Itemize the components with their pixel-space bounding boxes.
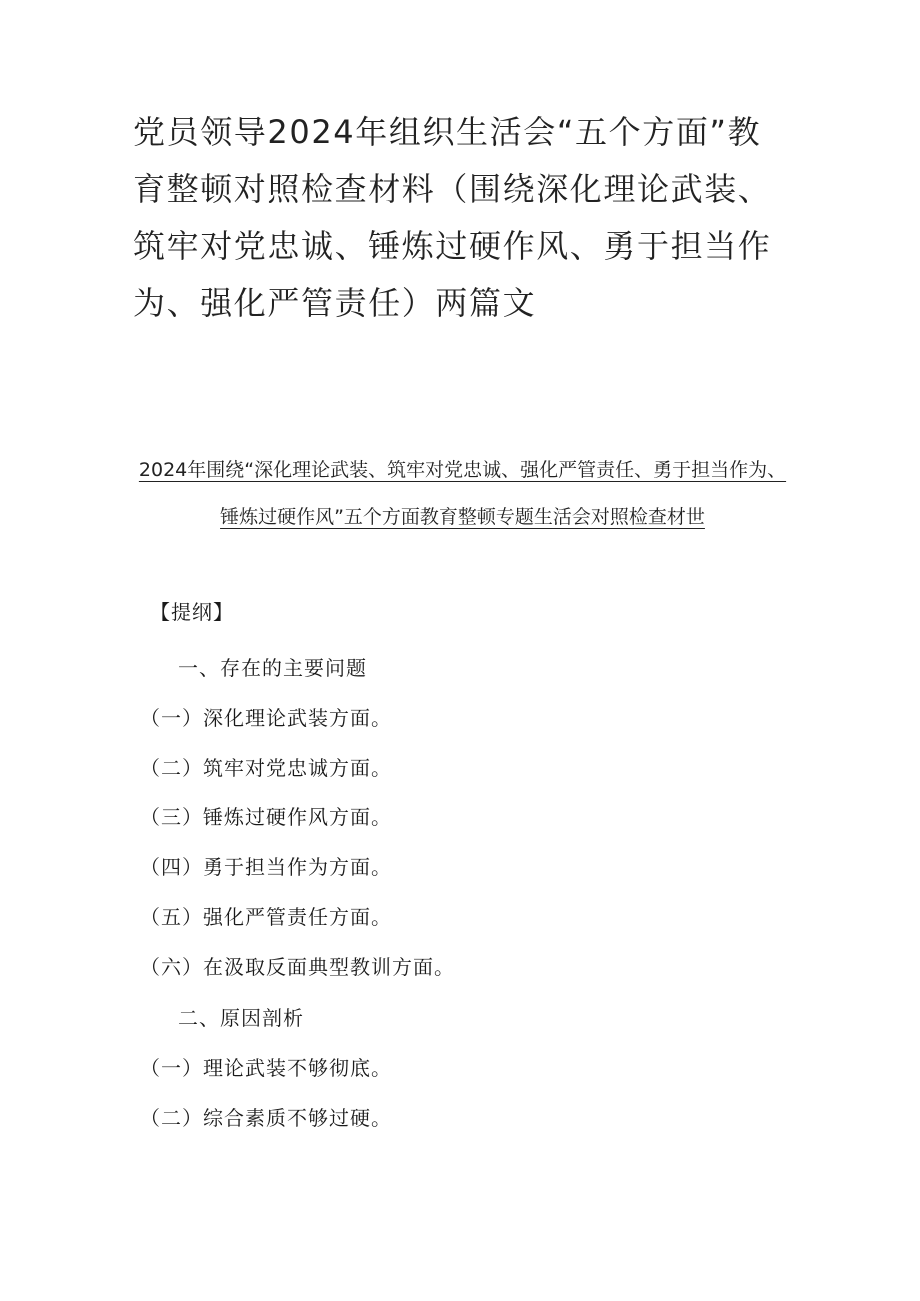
- outline-item: （一）深化理论武装方面。: [140, 706, 392, 730]
- outline-item: （三）锤炼过硬作风方面。: [140, 805, 392, 829]
- section-heading-causes: 二、原因剖析: [178, 1006, 304, 1030]
- section-heading-problems: 一、存在的主要问题: [178, 656, 367, 680]
- outline-item: （一）理论武装不够彻底。: [140, 1056, 392, 1080]
- document-subtitle: 2024年围绕“深化理论武装、筑牢对党忠诚、强化严管责任、勇于担当作为、锤炼过硬作风”五个方面教育整顿专题生活会对照检查材世: [138, 459, 787, 528]
- outline-item: （二）综合素质不够过硬。: [140, 1106, 392, 1130]
- outline-item: （二）筑牢对党忠诚方面。: [140, 756, 392, 780]
- document-title: 党员领导2024年组织生活会“五个方面”教育整顿对照检查材料（围绕深化理论武装、筑牢对党忠诚、锤炼过硬作风、勇于担当作为、强化严管责任）两篇文: [133, 113, 772, 322]
- outline-item: （四）勇于担当作为方面。: [140, 855, 392, 879]
- outline-item: （五）强化严管责任方面。: [140, 905, 392, 929]
- outline-item: （六）在汲取反面典型教训方面。: [140, 955, 455, 979]
- outline-heading: 【提纲】: [150, 600, 234, 624]
